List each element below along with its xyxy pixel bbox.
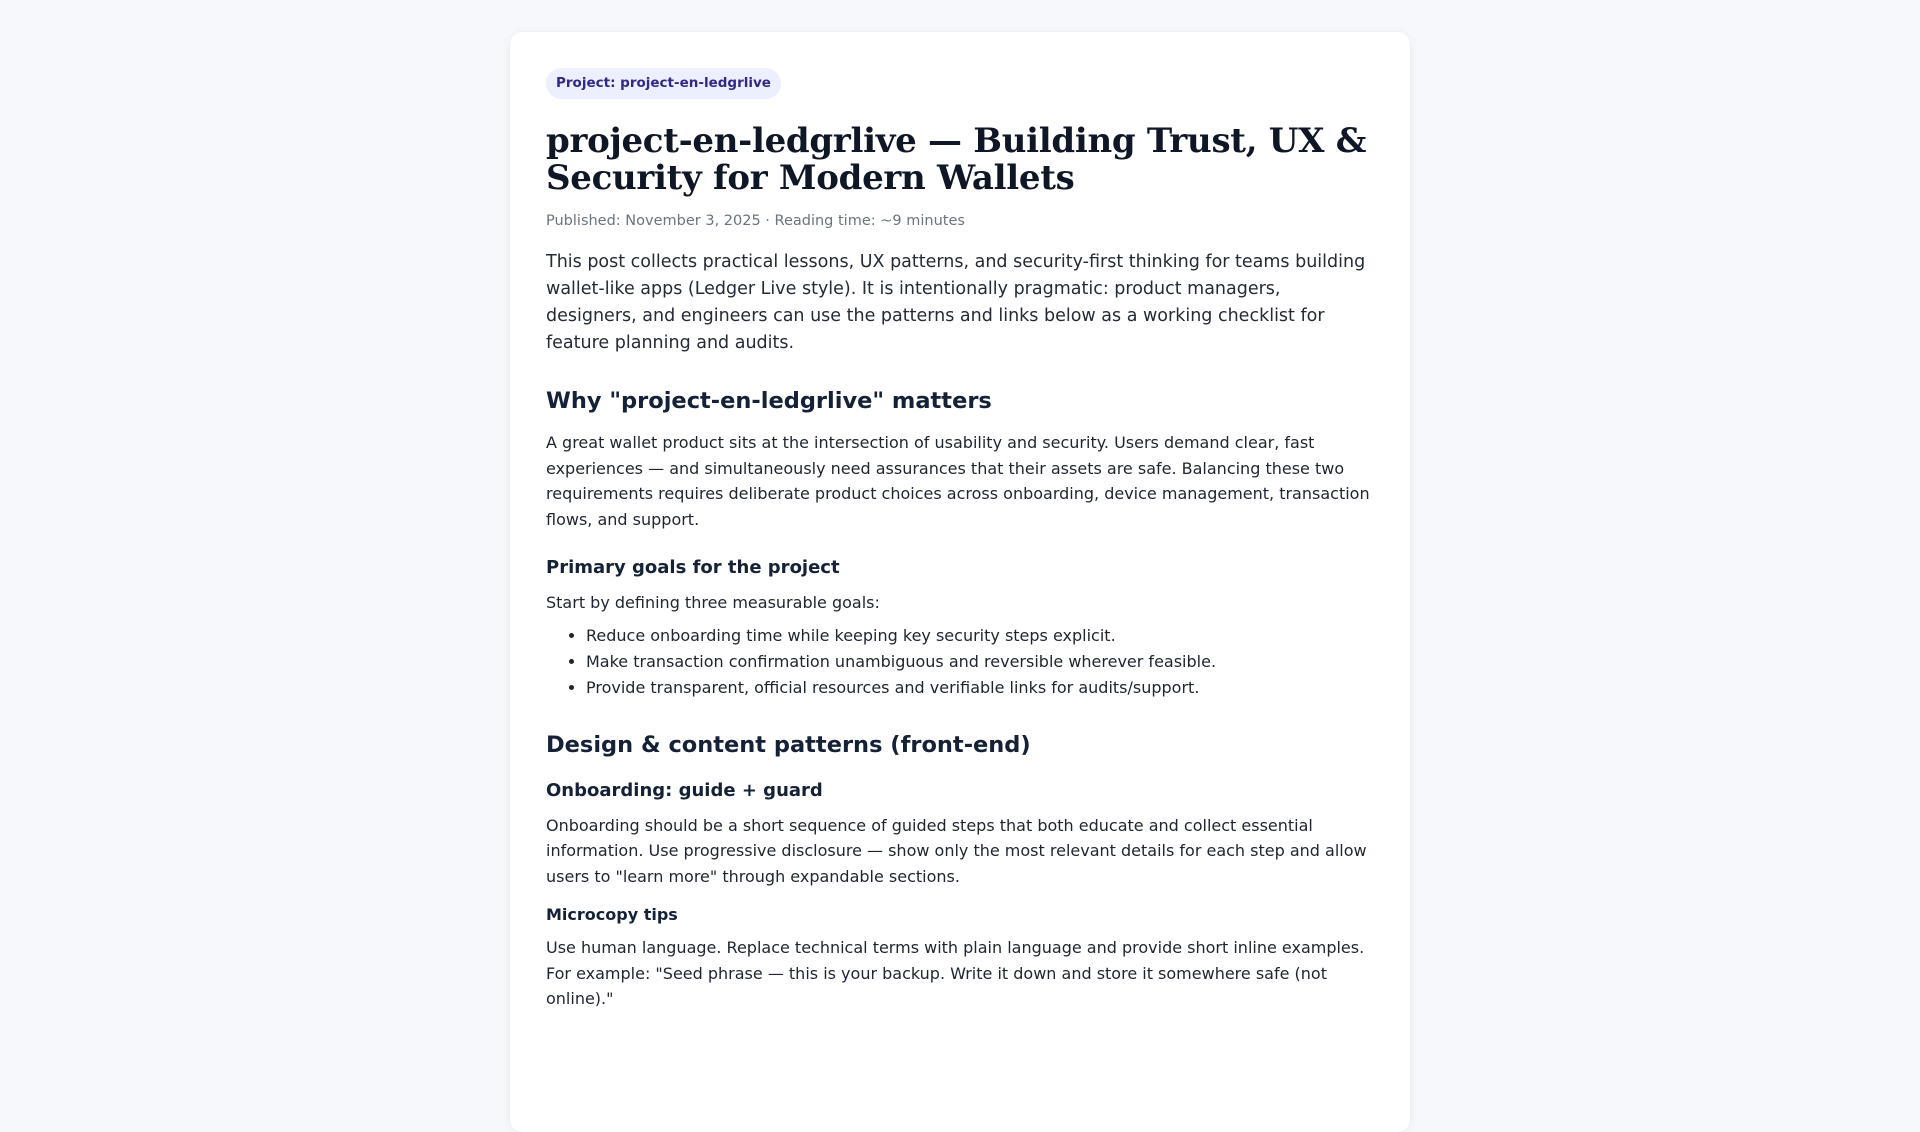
subsubsection-heading-microcopy: Microcopy tips (546, 905, 678, 924)
section-body-why: A great wallet product sits at the intersection of usability and security. Users demand clear, fast experiences — and simultaneously need assurances that their assets are safe. Balancing these two requirements requires deliberate product choices across onboarding, device management, transaction flows, and support. (546, 433, 1370, 529)
article-title: project-en-ledgrlive — Building Trust, UX & Security for Modern Wallets (546, 121, 1367, 198)
list-item: • Reduce onboarding time while keeping key security steps explicit. (586, 623, 1372, 649)
subsection-heading-goals: Primary goals for the project (546, 557, 840, 578)
list-item: • Make transaction confirmation unambiguous and reversible wherever feasible. (586, 649, 1372, 675)
microcopy-body: Use human language. Replace technical terms with plain language and provide short inline examples. For example: "Seed phrase — this is your backup. Write it down and store it somewhere safe (not online)." (546, 938, 1365, 1008)
article-content (546, 68, 1372, 1012)
list-item: • Provide transparent, official resources and verifiable links for audits/support. (586, 675, 1372, 701)
goals-list (546, 623, 1372, 701)
article-card (510, 32, 1410, 1132)
section-heading-why: Why "project-en-ledgrlive" matters (546, 388, 992, 414)
article-meta: Published: November 3, 2025 · Reading time: ~9 minutes (546, 213, 965, 229)
section-heading-design: Design & content patterns (front-end) (546, 731, 1031, 758)
subsection-heading-onboarding: Onboarding: guide + guard (546, 779, 823, 801)
onboarding-body: Onboarding should be a short sequence of guided steps that both educate and collect essential information. Use progressive disclosure — show only the most relevant details for each step and allow users to "learn more" through expandable sections. (546, 815, 1367, 886)
article-lead: This post collects practical lessons, UX patterns, and security-first thinking for teams building wallet-like apps (Ledger Live style). It is intentionally pragmatic: product managers, designers, and engineers can use the patterns and links below as a working checklist for feature planning and audits. (546, 252, 1366, 353)
project-badge: Project: project-en-ledgrlive (546, 68, 781, 99)
goals-intro: Start by defining three measurable goals: (546, 593, 880, 612)
